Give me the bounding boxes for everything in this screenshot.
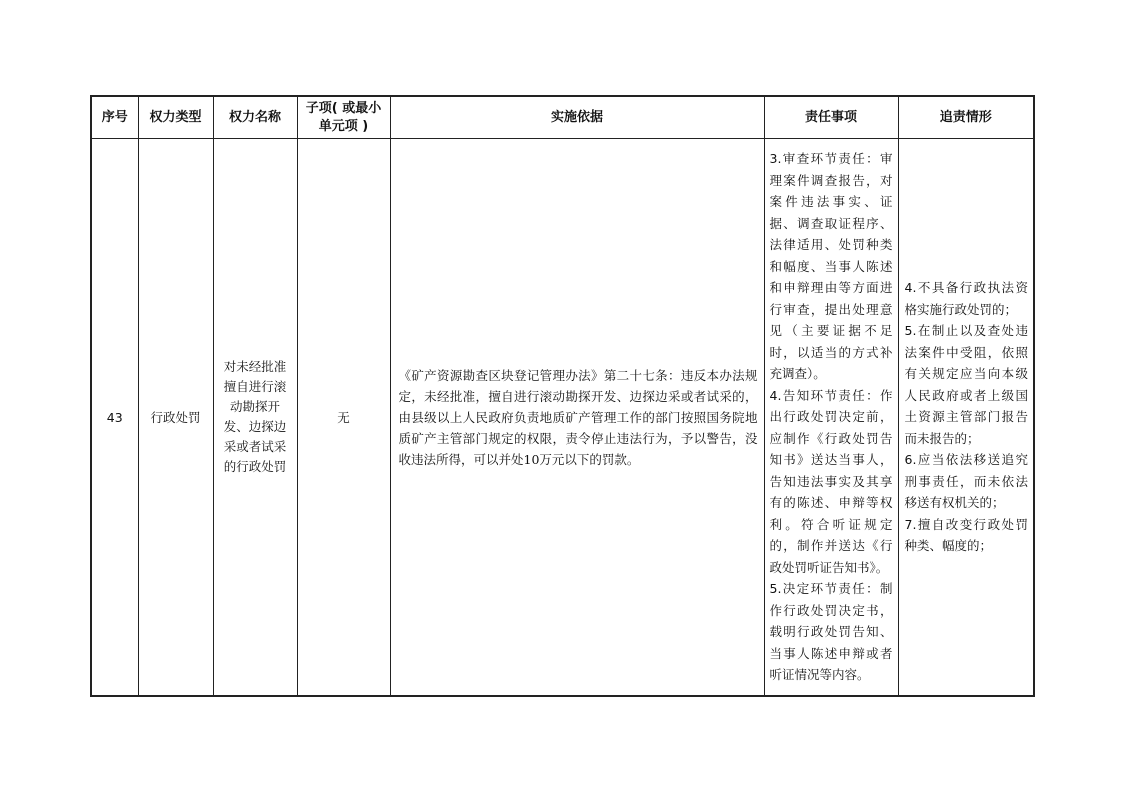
header-accountability: 追责情形	[898, 96, 1034, 139]
table-row	[91, 139, 1034, 697]
cell-accountability	[898, 139, 1034, 697]
basis-text: 《矿产资源勘查区块登记管理办法》第二十七条：违反本办法规定，未经批准，擅自进行滚动勘探开发、边探边采或者试采的，由县级以上人民政府负责地质矿产管理工作的部门按照国务院地质矿产主管部门规定的权限，责令停止违法行为，予以警告，没收违法所得，可以并处10万元以下的罚款。	[398, 367, 758, 467]
accountability-item: 7.擅自改变行政处罚种类、幅度的；	[904, 516, 1028, 554]
cell-subitem: 无	[297, 139, 390, 697]
cell-basis	[390, 139, 764, 697]
power-list-table	[90, 95, 1035, 697]
duty-item: 4.告知环节责任：作出行政处罚决定前，应制作《行政处罚告知书》送达当事人，告知违法事实及其享有的陈述、申辩等权利。符合听证规定的，制作并送达《行政处罚听证告知书》。	[769, 387, 893, 575]
duty-item: 5.决定环节责任：制作行政处罚决定书，载明行政处罚告知、当事人陈述申辩或者听证情况等内容。	[769, 581, 893, 683]
cell-power-name: 对未经批准擅自进行滚动勘探开发、边探边采或者试采的行政处罚	[213, 139, 297, 697]
duty-item: 3.审查环节责任：审理案件调查报告，对案件违法事实、证据、调查取证程序、法律适用、处罚种类和幅度、当事人陈述和申辩理由等方面进行审查，提出处理意见（主要证据不足时，以适当的方式补充调查）。	[769, 151, 893, 382]
accountability-item: 4.不具备行政执法资格实施行政处罚的；	[904, 280, 1028, 317]
header-duties: 责任事项	[764, 96, 898, 139]
cell-duties	[764, 139, 898, 697]
header-power-type: 权力类型	[138, 96, 213, 139]
header-serial-no: 序号	[91, 96, 138, 139]
accountability-item: 6.应当依法移送追究刑事责任，而未依法移送有权机关的；	[904, 452, 1028, 511]
accountability-item: 5.在制止以及查处违法案件中受阻，依照有关规定应当向本级人民政府或者上级国土资源主管部门报告而未报告的；	[904, 323, 1028, 446]
header-subitem: 子项( 或最小单元项 )	[297, 96, 390, 139]
cell-power-type: 行政处罚	[138, 139, 213, 697]
cell-serial-no: 43	[91, 139, 138, 697]
header-row	[91, 96, 1034, 139]
header-power-name: 权力名称	[213, 96, 297, 139]
header-basis: 实施依据	[390, 96, 764, 139]
